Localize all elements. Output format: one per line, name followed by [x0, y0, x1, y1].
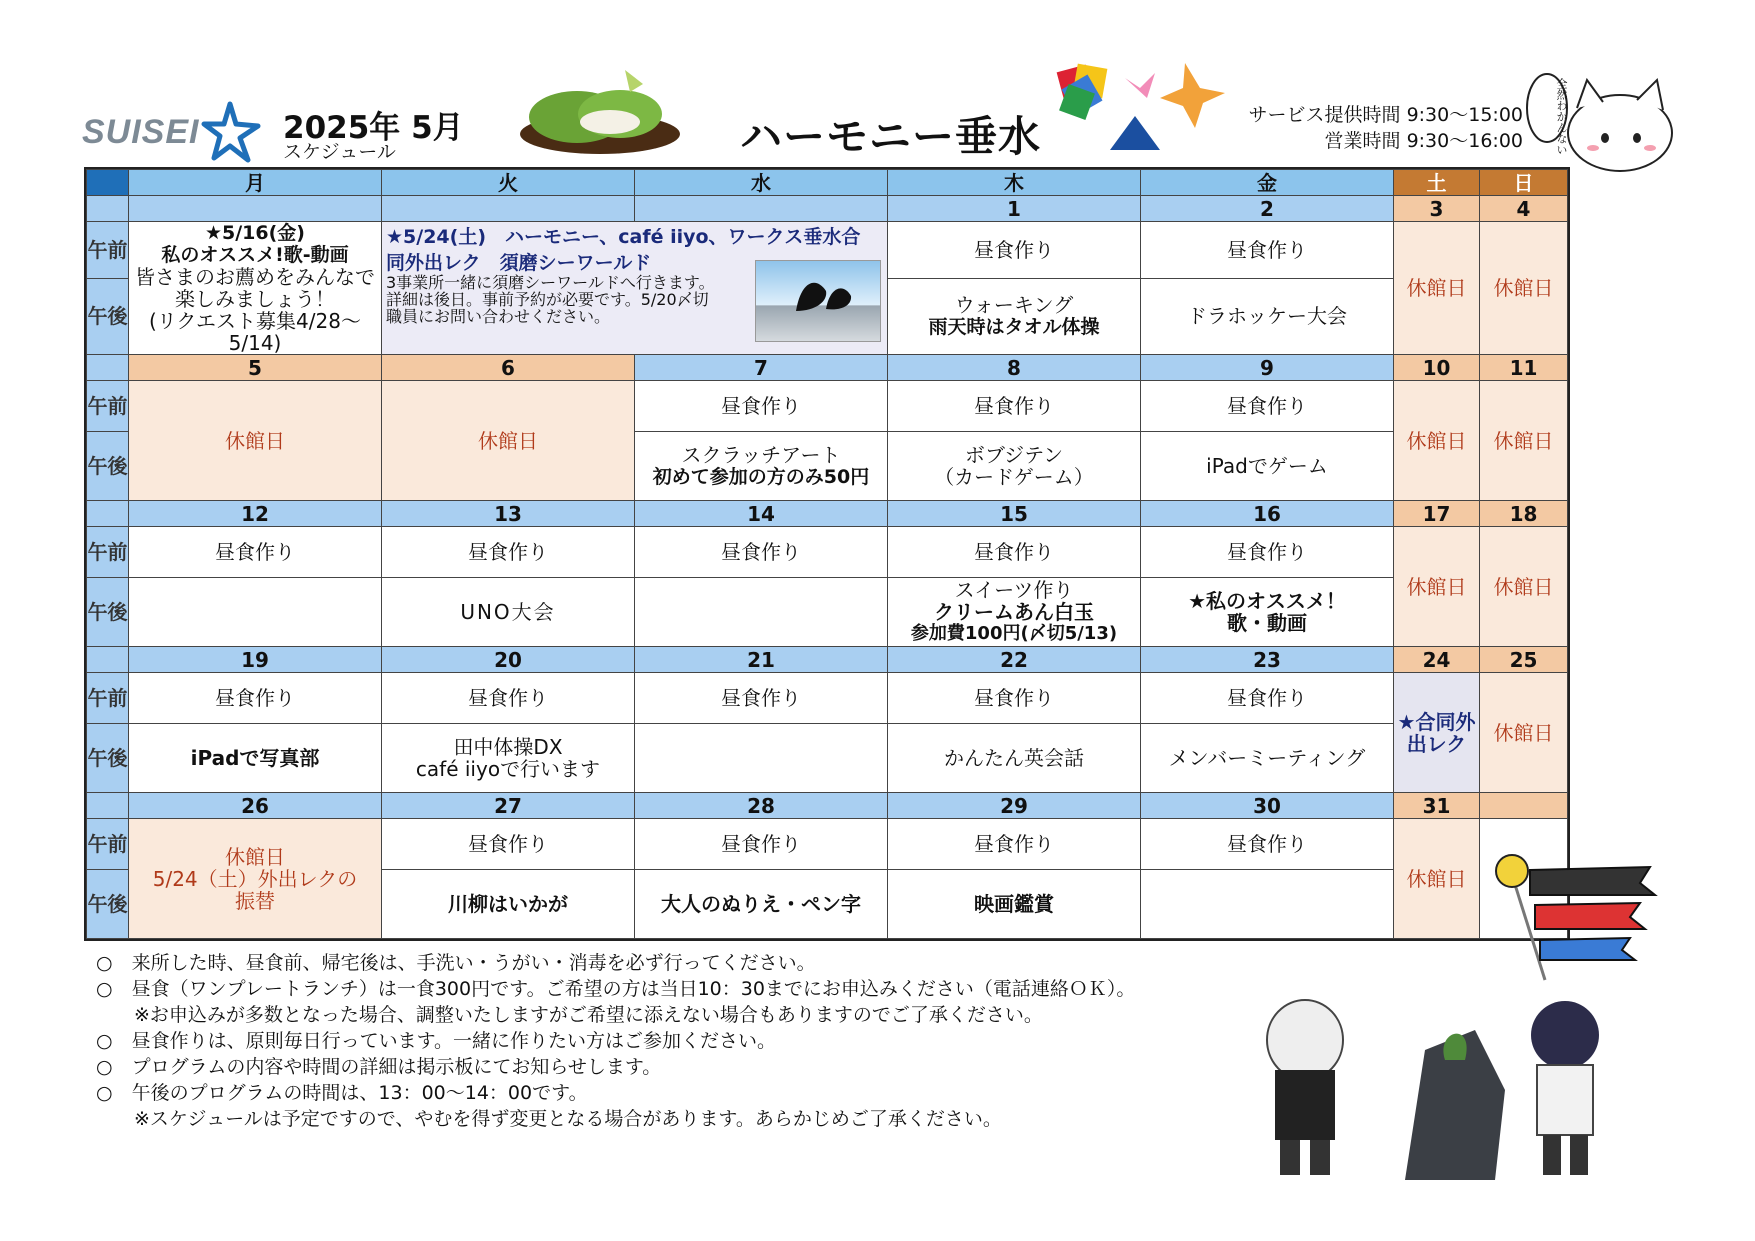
program-cell: 大人のぬりえ・ペン字: [635, 870, 888, 939]
program-cell: メンバーミーティング: [1141, 724, 1394, 793]
date-cell: 24: [1394, 647, 1480, 673]
event-text: (リクエスト募集4/28～5/14): [149, 309, 361, 355]
mascot-caption: 全然わかんない: [1555, 78, 1568, 155]
closed-cell: 休館日: [1394, 222, 1480, 355]
closed-text: 休館日: [225, 844, 285, 869]
date-cell: 15: [888, 501, 1141, 527]
date-cell: 17: [1394, 501, 1480, 527]
date-label-cell: [87, 793, 129, 819]
program-cell: 昼食作り: [635, 381, 888, 432]
program-cell: [1141, 578, 1394, 647]
program-cell: 昼食作り: [1141, 819, 1394, 870]
page-title: ハーモニー垂水: [740, 112, 1042, 161]
date-cell: 16: [1141, 501, 1394, 527]
program-text: スイーツ作り: [954, 578, 1074, 602]
pm-label: 午後: [87, 278, 129, 354]
date-cell: 4: [1480, 196, 1568, 222]
program-cell: [888, 578, 1141, 647]
date-cell: 27: [382, 793, 635, 819]
date-label-cell: [87, 501, 129, 527]
program-cell: 昼食作り: [1141, 673, 1394, 724]
program-cell: [888, 432, 1141, 501]
program-text: 参加費100円(〆切5/13): [910, 623, 1118, 644]
date-cell: 1: [888, 196, 1141, 222]
program-cell: 昼食作り: [382, 819, 635, 870]
closed-cell: 休館日: [1394, 381, 1480, 501]
date-cell: 22: [888, 647, 1141, 673]
program-text: クリームあん白玉: [934, 600, 1094, 624]
date-cell: [635, 196, 888, 222]
date-cell: [1480, 793, 1568, 819]
date-cell: 2: [1141, 196, 1394, 222]
program-cell: UNO大会: [382, 578, 635, 647]
program-text: 雨天時はタオル体操: [928, 316, 1100, 339]
date-cell: 19: [129, 647, 382, 673]
seaworld-photo: [755, 260, 881, 342]
date-cell: 8: [888, 355, 1141, 381]
business-hours: [1240, 102, 1523, 154]
date-cell: 31: [1394, 793, 1480, 819]
event-title: ★5/16(金): [204, 222, 305, 244]
program-cell: 昼食作り: [382, 527, 635, 578]
note-item: ※スケジュールは予定ですので、やむを得ず変更となる場合があります。あらかじめご了承ください。: [96, 1108, 1002, 1130]
program-cell: かんたん英会話: [888, 724, 1141, 793]
program-cell: [129, 578, 382, 647]
date-cell: 9: [1141, 355, 1394, 381]
date-cell: 25: [1480, 647, 1568, 673]
program-text: ウォーキング: [954, 293, 1074, 318]
program-text: café iiyoで行います: [415, 757, 601, 781]
business-hours-text: 営業時間 9:30～16:00: [1324, 130, 1523, 152]
date-cell: 29: [888, 793, 1141, 819]
origami-illustration: [1055, 58, 1230, 158]
closed-cell: [129, 819, 382, 939]
closed-cell: 休館日: [1394, 819, 1480, 939]
program-cell: 昼食作り: [1141, 527, 1394, 578]
event-text: 楽しみましょう！: [175, 287, 335, 311]
program-cell: [635, 578, 888, 647]
note-item: ○ 昼食（ワンプレートランチ）は一食300円です。ご希望の方は当日10：30までにお申込みください（電話連絡ＯＫ）。: [96, 978, 1136, 1000]
program-cell: [635, 432, 888, 501]
program-cell: iPadでゲーム: [1141, 432, 1394, 501]
program-cell: 昼食作り: [382, 673, 635, 724]
weekday-tue: 火: [382, 170, 635, 196]
program-cell: 昼食作り: [888, 673, 1141, 724]
date-cell: 18: [1480, 501, 1568, 527]
note-item: ※お申込みが多数となった場合、調整いたしますがご希望に添えない場合もありますのでご了承ください。: [96, 1004, 1043, 1026]
am-label: 午前: [87, 222, 129, 279]
program-cell: 昼食作り: [1141, 381, 1394, 432]
program-cell: 昼食作り: [635, 527, 888, 578]
am-label: 午前: [87, 673, 129, 724]
program-cell: 昼食作り: [888, 527, 1141, 578]
program-cell: [382, 724, 635, 793]
service-hours-text: サービス提供時間 9:30～15:00: [1248, 104, 1523, 126]
date-cell: [129, 196, 382, 222]
pm-label: 午後: [87, 724, 129, 793]
date-cell: 10: [1394, 355, 1480, 381]
event-title: ★5/24(土) ハーモニー、café iiyo、ワークス垂水合: [386, 226, 861, 248]
event-text: 職員にお問い合わせください。: [386, 307, 611, 326]
closed-cell: 休館日: [1394, 527, 1480, 647]
event-text: 皆さまのお薦めをみんなで: [135, 265, 375, 289]
program-text: ボブジテン: [964, 443, 1064, 467]
program-cell: [888, 278, 1141, 354]
date-cell: 7: [635, 355, 888, 381]
note-item: ○ プログラムの内容や時間の詳細は掲示板にてお知らせします。: [96, 1056, 662, 1078]
notes-list: [96, 950, 1135, 1132]
date-cell: [382, 196, 635, 222]
weekday-sun: 日: [1480, 170, 1568, 196]
date-label-cell: [87, 196, 129, 222]
program-cell: 昼食作り: [888, 381, 1141, 432]
date-cell: 13: [382, 501, 635, 527]
date-cell: 28: [635, 793, 888, 819]
program-text: ★私のオススメ！: [1188, 589, 1346, 613]
year-month: 2025年 5月: [283, 110, 464, 146]
date-cell: 30: [1141, 793, 1394, 819]
koinobori-illustration: [1490, 845, 1670, 985]
weekday-thu: 木: [888, 170, 1141, 196]
pm-label: 午後: [87, 870, 129, 939]
program-cell: 昼食作り: [129, 527, 382, 578]
weekday-fri: 金: [1141, 170, 1394, 196]
program-text: （カードゲーム）: [934, 465, 1094, 489]
closed-cell: 休館日: [1480, 381, 1568, 501]
weekday-wed: 水: [635, 170, 888, 196]
program-cell: 昼食作り: [635, 819, 888, 870]
weekday-sat: 土: [1394, 170, 1480, 196]
program-text: 田中体操DX: [453, 735, 563, 759]
event-title: 同外出レク 須磨シーワールド: [386, 252, 652, 274]
closed-cell: 休館日: [1480, 527, 1568, 647]
program-cell: 昼食作り: [888, 819, 1141, 870]
star-logo-icon: [200, 100, 264, 164]
program-text: 歌・動画: [1227, 611, 1307, 635]
am-label: 午前: [87, 527, 129, 578]
closed-cell: 休館日: [1480, 222, 1568, 355]
date-label-cell: [87, 355, 129, 381]
am-label: 午前: [87, 819, 129, 870]
program-cell: 昼食作り: [129, 673, 382, 724]
program-cell: 昼食作り: [888, 222, 1141, 279]
event-text: 詳細は後日。事前予約が必要です。5/20〆切: [386, 290, 709, 309]
program-cell: 昼食作り: [635, 673, 888, 724]
closed-cell: 休館日: [382, 381, 635, 501]
characters-illustration: [1245, 990, 1665, 1180]
event-text: 3事業所一緒に須磨シーワールドへ行きます。: [386, 273, 715, 292]
closed-text: 5/24（土）外出レクの: [152, 866, 358, 891]
schedule-label: スケジュール: [283, 141, 396, 163]
kashiwa-mochi-illustration: [515, 62, 685, 157]
date-cell: 5: [129, 355, 382, 381]
event-recommend-song: [129, 222, 382, 355]
program-cell: [635, 724, 888, 793]
closed-cell: 休館日: [1480, 673, 1568, 793]
orca-icon: [756, 261, 880, 341]
program-cell: 川柳はいかが: [382, 870, 635, 939]
note-item: ○ 来所した時、昼食前、帰宅後は、手洗い・うがい・消毒を必ず行ってください。: [96, 952, 816, 974]
date-cell: 11: [1480, 355, 1568, 381]
closed-text: 振替: [235, 888, 275, 913]
event-title: 私のオススメ!歌-動画: [161, 244, 349, 266]
date-label-cell: [87, 647, 129, 673]
date-cell: 20: [382, 647, 635, 673]
program-text: 初めて参加の方のみ50円: [652, 466, 870, 488]
weekday-mon: 月: [129, 170, 382, 196]
pm-label: 午後: [87, 578, 129, 647]
am-label: 午前: [87, 381, 129, 432]
pm-label: 午後: [87, 432, 129, 501]
date-cell: 26: [129, 793, 382, 819]
header-corner: [87, 170, 129, 196]
date-cell: 12: [129, 501, 382, 527]
date-cell: 23: [1141, 647, 1394, 673]
note-item: ○ 午後のプログラムの時間は、13：00～14：00です。: [96, 1082, 588, 1104]
program-cell: 昼食作り: [1141, 222, 1394, 279]
calendar-table: [84, 167, 1570, 941]
program-cell: iPadで写真部: [129, 724, 382, 793]
date-cell: 3: [1394, 196, 1480, 222]
program-cell: [1141, 870, 1394, 939]
logo-text: SUISEI: [82, 113, 200, 151]
event-suma-seaworld: [382, 222, 888, 355]
program-text: スクラッチアート: [681, 443, 841, 467]
date-cell: 21: [635, 647, 888, 673]
note-item: ○ 昼食作りは、原則毎日行っています。一緒に作りたい方はご参加ください。: [96, 1030, 777, 1052]
date-cell: 6: [382, 355, 635, 381]
program-cell: 映画鑑賞: [888, 870, 1141, 939]
closed-cell: 休館日: [129, 381, 382, 501]
program-cell: ドラホッケー大会: [1141, 278, 1394, 354]
joint-outing-cell: ★合同外出レク: [1394, 673, 1480, 793]
date-cell: 14: [635, 501, 888, 527]
